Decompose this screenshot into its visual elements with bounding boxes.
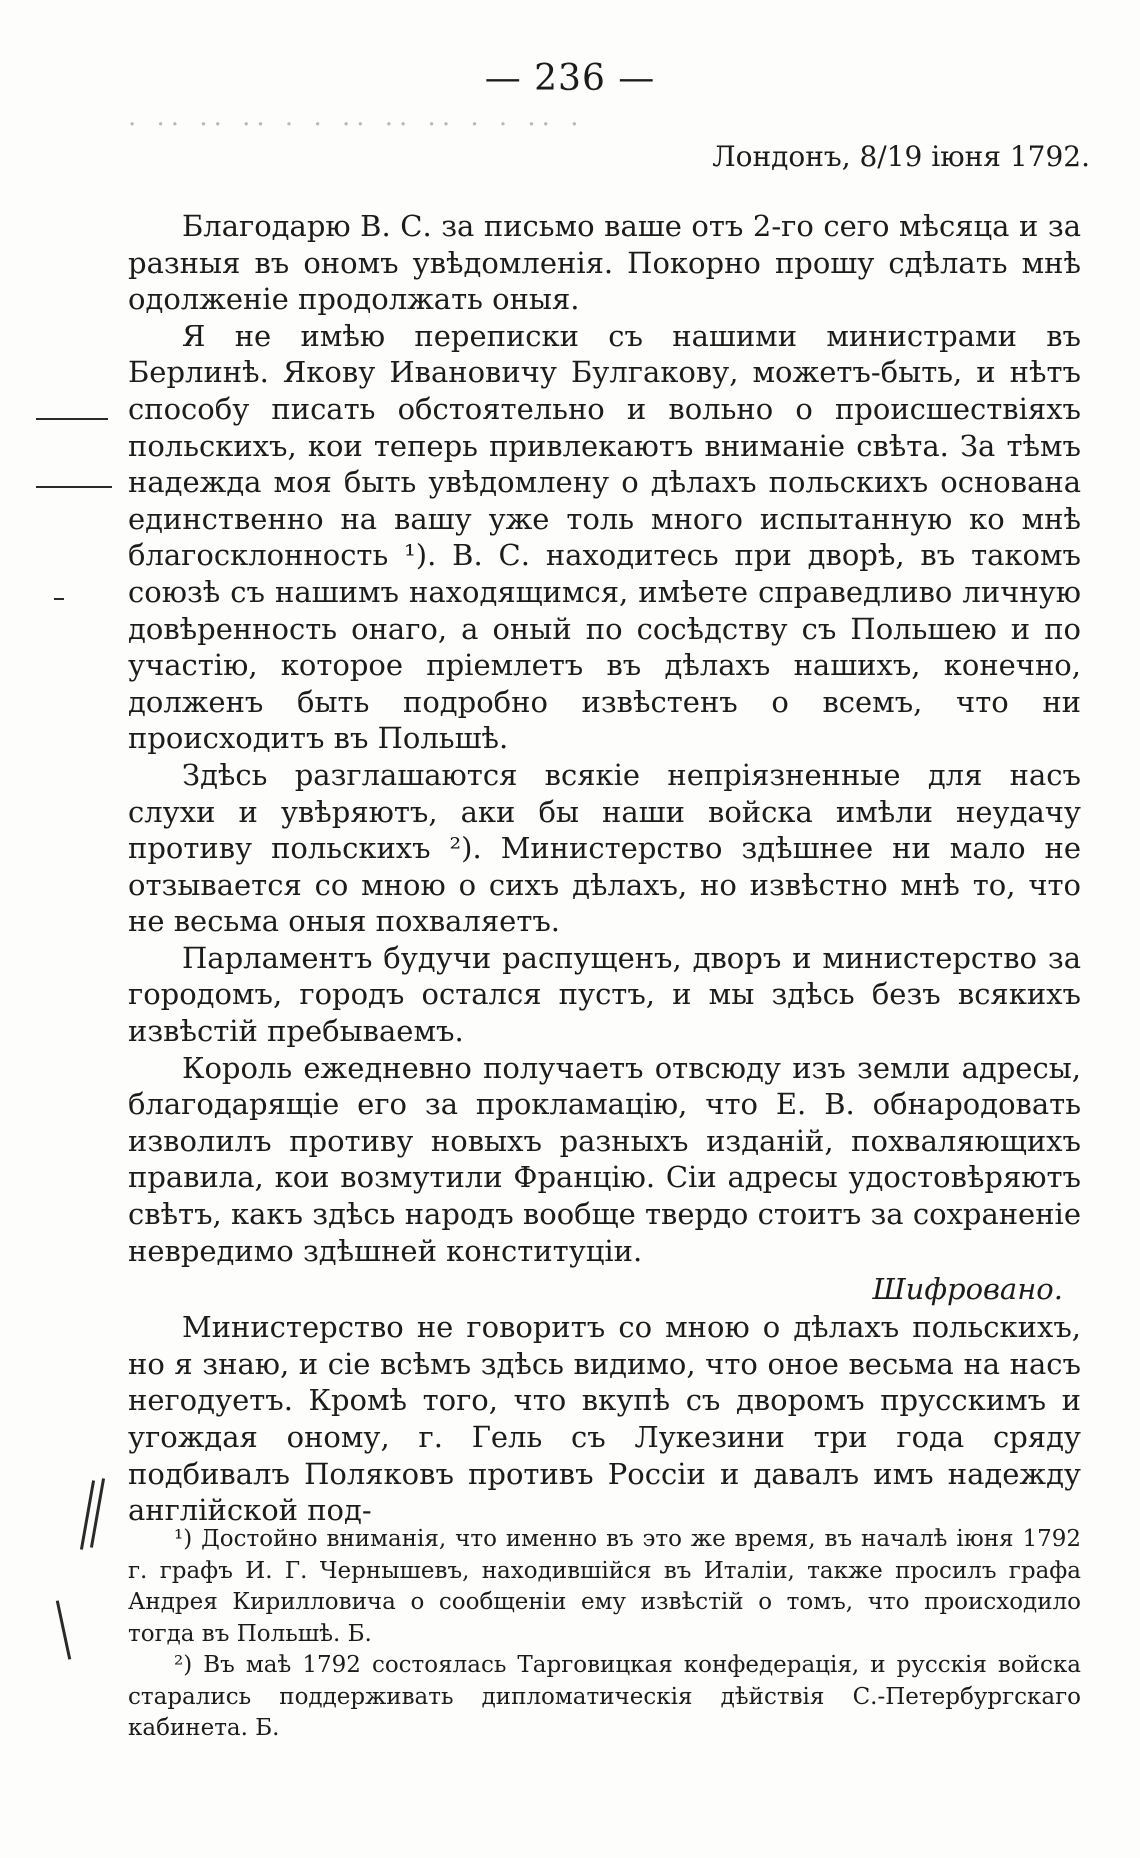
page-number: — 236 —	[484, 58, 656, 99]
margin-dash-mark	[36, 418, 108, 420]
footnote: ²) Въ маѣ 1792 состоялась Тарговицкая конфедерація, и русскія войска старались поддерживать дипломатическія дѣйствія С.-Петербургскаго кабинета. Б.	[128, 1652, 1081, 1741]
letter-paragraph: Благодарю В. С. за письмо ваше отъ 2-го сего мѣсяца и за разныя въ ономъ увѣдомленія. Покорно прошу сдѣлать мнѣ одолженіе продолжать оныя.	[128, 209, 1081, 317]
bleed-through-text: · ·· ·· ·· · · ·· ·· ·· · · ·· ·	[128, 110, 585, 140]
margin-dash-mark	[54, 598, 64, 600]
footnote: ¹) Достойно вниманія, что именно въ это же время, въ началѣ іюня 1792 г. графъ И. Г. Чернышевъ, находившійся въ Италіи, также просилъ графа Андрея Кирилловича о сообщеніи ему извѣстій о томъ, что происходило тогда въ Польшѣ. Б.	[128, 1526, 1081, 1647]
margin-check-mark	[56, 1600, 71, 1659]
letter-paragraph: Король ежедневно получаетъ отвсюду изъ земли адресы, благодарящіе его за прокламацію, что Е. В. обнародовать изволилъ противу новыхъ разныхъ изданій, похваляющихъ правила, кои возмутили Францію. Сіи адресы удостовѣряютъ свѣтъ, какъ здѣсь народъ вообще твердо стоитъ за сохраненіе невредимо здѣшней конституціи.	[128, 1050, 1081, 1268]
margin-dash-mark	[36, 486, 112, 488]
cipher-heading: Шифровано.	[872, 1272, 1063, 1307]
letter-paragraph: Здѣсь разглашаются всякіе непріязненные для насъ слухи и увѣряютъ, аки бы наши войска имѣли неудачу противу польскихъ ²). Министерство здѣшнее ни мало не отзывается со мною о сихъ дѣлахъ, но извѣстно мнѣ то, что не весьма оныя похваляетъ.	[128, 757, 1081, 939]
footnotes	[128, 1524, 1081, 1745]
letter-paragraph: Парламентъ будучи распущенъ, дворъ и министерство за городомъ, городъ остался пустъ, и мы здѣсь безъ всякихъ извѣстій пребываемъ.	[128, 940, 1081, 1049]
letter-dateline: Лондонъ, 8/19 іюня 1792.	[712, 140, 1090, 173]
letter-paragraph: Я не имѣю переписки съ нашими министрами въ Берлинѣ. Якову Ивановичу Булгакову, можетъ-быть, и нѣтъ способу писать обстоятельно и вольно о происшествіяхъ польскихъ, кои теперь привлекаютъ вниманіе свѣта. За тѣмъ надежда моя быть увѣдомлену о дѣлахъ польскихъ основана единственно на вашу уже толь много испытанную ко мнѣ благосклонность ¹). В. С. находитесь при дворѣ, въ такомъ союзѣ съ нашимъ находящимся, имѣете справедливо личную довѣренность онаго, а оный по сосѣдству съ Польшею и по участію, которое пріемлетъ въ дѣлахъ нашихъ, конечно, долженъ быть подробно извѣстенъ о всемъ, что ни происходитъ въ Польшѣ.	[128, 318, 1081, 756]
letter-body	[128, 208, 1081, 1529]
cipher-paragraph: Министерство не говоритъ со мною о дѣлахъ польскихъ, но я знаю, и сіе всѣмъ здѣсь видимо, что оное весьма на насъ негодуетъ. Кромѣ того, что вкупѣ съ дворомъ прусскимъ и угождая оному, г. Гель съ Лукезини три года сряду подбивалъ Поляковъ противъ Россіи и давалъ имъ надежду англійской под-	[128, 1310, 1081, 1528]
